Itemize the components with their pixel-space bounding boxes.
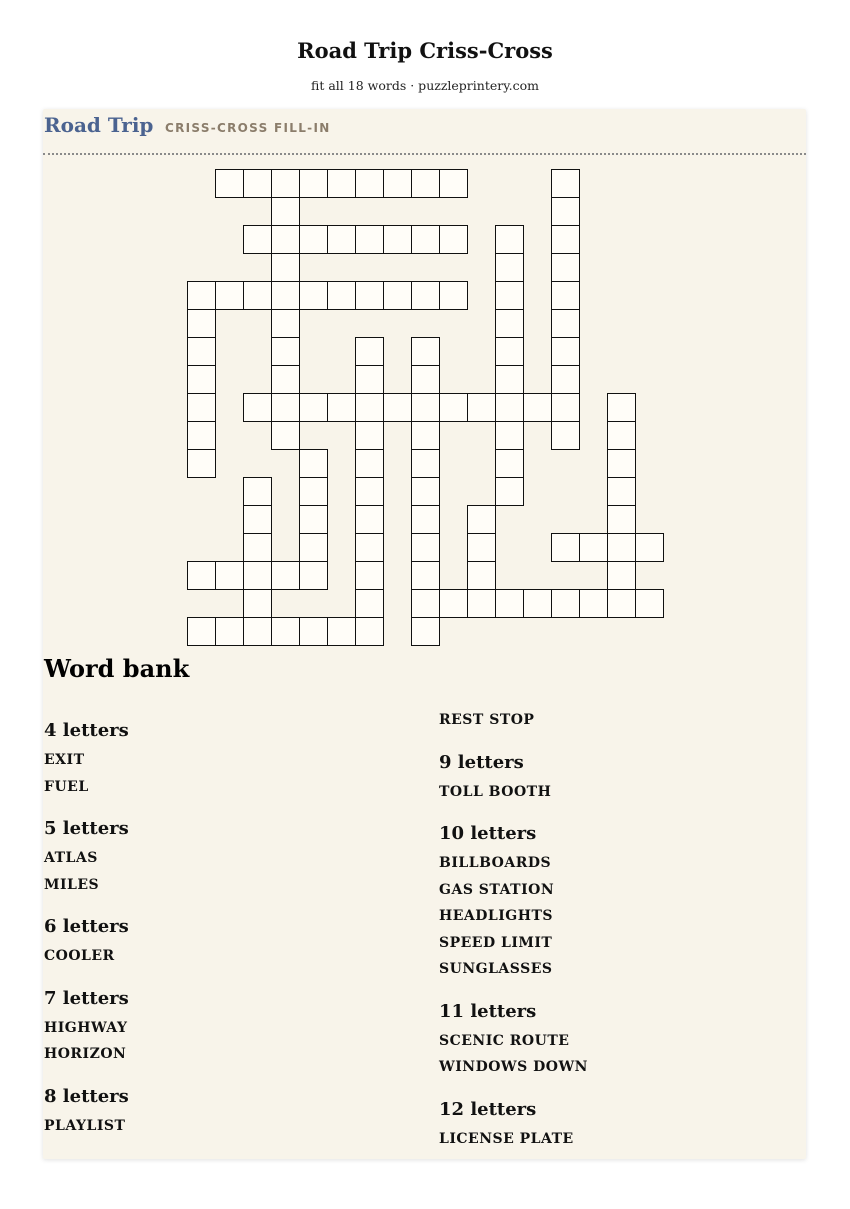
grid-cell[interactable] bbox=[383, 225, 412, 254]
crossword-grid bbox=[43, 109, 806, 654]
grid-cell[interactable] bbox=[243, 225, 272, 254]
grid-cell[interactable] bbox=[299, 505, 328, 534]
word-bank-entry: MILES bbox=[44, 876, 100, 893]
word-bank-entry: SCENIC ROUTE bbox=[439, 1032, 570, 1049]
puzzle-type-label: CRISS-CROSS FILL-IN bbox=[165, 121, 331, 135]
page-subtitle: fit all 18 words · puzzleprintery.com bbox=[311, 78, 539, 93]
grid-cell[interactable] bbox=[243, 561, 272, 590]
grid-cell[interactable] bbox=[271, 309, 300, 338]
letter-count-heading: 12 letters bbox=[439, 1098, 537, 1120]
grid-cell[interactable] bbox=[439, 393, 468, 422]
grid-cell[interactable] bbox=[551, 225, 580, 254]
grid-cell[interactable] bbox=[327, 617, 356, 646]
grid-cell[interactable] bbox=[243, 393, 272, 422]
grid-cell[interactable] bbox=[355, 533, 384, 562]
page-title: Road Trip Criss-Cross bbox=[297, 38, 553, 63]
word-bank-entry: HEADLIGHTS bbox=[439, 908, 554, 924]
letter-count-heading: 4 letters bbox=[44, 720, 129, 741]
grid-cell[interactable] bbox=[411, 169, 440, 198]
grid-cell[interactable] bbox=[551, 393, 580, 422]
grid-cell[interactable] bbox=[467, 393, 496, 422]
word-bank-entry: TOLL BOOTH bbox=[439, 783, 552, 800]
puzzle-brand: Road Trip bbox=[44, 113, 154, 137]
grid-cell[interactable] bbox=[411, 589, 440, 618]
grid-cell[interactable] bbox=[299, 225, 328, 254]
grid-cell[interactable] bbox=[271, 225, 300, 254]
grid-cell[interactable] bbox=[187, 421, 216, 450]
grid-cell[interactable] bbox=[635, 533, 664, 562]
grid-cell[interactable] bbox=[299, 169, 328, 198]
grid-cell[interactable] bbox=[439, 589, 468, 618]
grid-cell[interactable] bbox=[215, 281, 244, 310]
grid-cell[interactable] bbox=[299, 449, 328, 478]
grid-cell[interactable] bbox=[383, 281, 412, 310]
grid-cell[interactable] bbox=[411, 365, 440, 394]
grid-cell[interactable] bbox=[467, 533, 496, 562]
grid-cell[interactable] bbox=[271, 337, 300, 366]
letter-count-heading: 10 letters bbox=[439, 823, 537, 844]
grid-cell[interactable] bbox=[411, 393, 440, 422]
grid-cell[interactable] bbox=[187, 393, 216, 422]
word-bank-entry: HIGHWAY bbox=[44, 1019, 128, 1036]
grid-cell[interactable] bbox=[495, 309, 524, 338]
grid-cell[interactable] bbox=[551, 533, 580, 562]
word-bank-entry: HORIZON bbox=[44, 1046, 127, 1062]
word-bank-heading: Word bank bbox=[44, 654, 190, 683]
grid-cell[interactable] bbox=[495, 253, 524, 282]
grid-cell[interactable] bbox=[187, 309, 216, 338]
grid-cell[interactable] bbox=[411, 561, 440, 590]
grid-cell[interactable] bbox=[355, 617, 384, 646]
grid-cell[interactable] bbox=[607, 449, 636, 478]
grid-cell[interactable] bbox=[607, 589, 636, 618]
grid-cell[interactable] bbox=[411, 449, 440, 478]
grid-cell[interactable] bbox=[495, 281, 524, 310]
grid-cell[interactable] bbox=[635, 589, 664, 618]
grid-cell[interactable] bbox=[495, 393, 524, 422]
grid-cell[interactable] bbox=[355, 561, 384, 590]
grid-cell[interactable] bbox=[271, 169, 300, 198]
grid-cell[interactable] bbox=[579, 533, 608, 562]
word-bank-entry: REST STOP bbox=[439, 712, 535, 728]
grid-cell[interactable] bbox=[411, 505, 440, 534]
grid-cell[interactable] bbox=[607, 421, 636, 450]
grid-cell[interactable] bbox=[299, 393, 328, 422]
grid-cell[interactable] bbox=[355, 421, 384, 450]
letter-count-heading: 5 letters bbox=[44, 818, 129, 839]
grid-cell[interactable] bbox=[355, 337, 384, 366]
grid-cell[interactable] bbox=[243, 617, 272, 646]
grid-cell[interactable] bbox=[243, 533, 272, 562]
grid-cell[interactable] bbox=[467, 561, 496, 590]
grid-cell[interactable] bbox=[327, 393, 356, 422]
grid-cell[interactable] bbox=[271, 253, 300, 282]
grid-cell[interactable] bbox=[187, 561, 216, 590]
grid-cell[interactable] bbox=[383, 393, 412, 422]
grid-cell[interactable] bbox=[551, 197, 580, 226]
word-bank-entry: WINDOWS DOWN bbox=[439, 1059, 588, 1075]
grid-cell[interactable] bbox=[467, 505, 496, 534]
grid-cell[interactable] bbox=[439, 281, 468, 310]
grid-cell[interactable] bbox=[495, 365, 524, 394]
letter-count-heading: 7 letters bbox=[44, 987, 129, 1009]
grid-cell[interactable] bbox=[355, 477, 384, 506]
grid-cell[interactable] bbox=[215, 561, 244, 590]
grid-cell[interactable] bbox=[271, 617, 300, 646]
letter-count-heading: 8 letters bbox=[44, 1085, 129, 1107]
grid-cell[interactable] bbox=[551, 253, 580, 282]
grid-cell[interactable] bbox=[299, 281, 328, 310]
grid-cell[interactable] bbox=[551, 337, 580, 366]
grid-cell[interactable] bbox=[411, 337, 440, 366]
grid-cell[interactable] bbox=[187, 617, 216, 646]
grid-cell[interactable] bbox=[243, 505, 272, 534]
grid-cell[interactable] bbox=[187, 281, 216, 310]
grid-cell[interactable] bbox=[355, 449, 384, 478]
grid-cell[interactable] bbox=[495, 421, 524, 450]
grid-cell[interactable] bbox=[355, 169, 384, 198]
grid-cell[interactable] bbox=[607, 561, 636, 590]
grid-cell[interactable] bbox=[243, 281, 272, 310]
grid-cell[interactable] bbox=[495, 337, 524, 366]
grid-cell[interactable] bbox=[355, 365, 384, 394]
grid-cell[interactable] bbox=[327, 225, 356, 254]
grid-cell[interactable] bbox=[607, 533, 636, 562]
word-bank-entry: COOLER bbox=[44, 948, 115, 964]
grid-cell[interactable] bbox=[579, 589, 608, 618]
word-bank-entry: SUNGLASSES bbox=[439, 961, 553, 977]
grid-cell[interactable] bbox=[551, 169, 580, 198]
puzzle-panel bbox=[43, 109, 806, 1159]
letter-count-heading: 9 letters bbox=[439, 751, 524, 773]
word-bank-entry: GAS STATION bbox=[439, 881, 555, 898]
word-bank-entry: ATLAS bbox=[44, 850, 98, 866]
grid-cell[interactable] bbox=[551, 309, 580, 338]
grid-cell[interactable] bbox=[607, 477, 636, 506]
grid-cell[interactable] bbox=[355, 505, 384, 534]
grid-cell[interactable] bbox=[299, 561, 328, 590]
word-bank-entry: PLAYLIST bbox=[44, 1117, 126, 1134]
grid-cell[interactable] bbox=[495, 449, 524, 478]
grid-cell[interactable] bbox=[299, 533, 328, 562]
grid-cell[interactable] bbox=[355, 225, 384, 254]
grid-cell[interactable] bbox=[215, 617, 244, 646]
grid-cell[interactable] bbox=[411, 281, 440, 310]
grid-cell[interactable] bbox=[607, 505, 636, 534]
grid-cell[interactable] bbox=[187, 449, 216, 478]
grid-cell[interactable] bbox=[523, 393, 552, 422]
grid-cell[interactable] bbox=[243, 477, 272, 506]
grid-cell[interactable] bbox=[383, 169, 412, 198]
grid-cell[interactable] bbox=[243, 589, 272, 618]
grid-cell[interactable] bbox=[411, 533, 440, 562]
grid-cell[interactable] bbox=[243, 169, 272, 198]
grid-cell[interactable] bbox=[439, 225, 468, 254]
grid-cell[interactable] bbox=[187, 365, 216, 394]
grid-cell[interactable] bbox=[187, 337, 216, 366]
grid-cell[interactable] bbox=[299, 477, 328, 506]
grid-cell[interactable] bbox=[327, 169, 356, 198]
grid-cell[interactable] bbox=[411, 421, 440, 450]
grid-cell[interactable] bbox=[271, 197, 300, 226]
grid-cell[interactable] bbox=[271, 421, 300, 450]
grid-cell[interactable] bbox=[215, 169, 244, 198]
grid-cell[interactable] bbox=[271, 365, 300, 394]
grid-cell[interactable] bbox=[551, 365, 580, 394]
grid-cell[interactable] bbox=[411, 477, 440, 506]
word-bank-entry: BILLBOARDS bbox=[439, 855, 552, 871]
grid-cell[interactable] bbox=[495, 477, 524, 506]
grid-cell[interactable] bbox=[327, 281, 356, 310]
grid-cell[interactable] bbox=[495, 589, 524, 618]
letter-count-heading: 6 letters bbox=[44, 916, 129, 937]
grid-cell[interactable] bbox=[551, 281, 580, 310]
word-bank-entry: FUEL bbox=[44, 778, 89, 795]
grid-cell[interactable] bbox=[551, 589, 580, 618]
grid-cell[interactable] bbox=[355, 393, 384, 422]
grid-cell[interactable] bbox=[607, 393, 636, 422]
grid-cell[interactable] bbox=[271, 561, 300, 590]
grid-cell[interactable] bbox=[439, 169, 468, 198]
grid-cell[interactable] bbox=[495, 225, 524, 254]
word-bank-entry: EXIT bbox=[44, 752, 85, 768]
grid-cell[interactable] bbox=[523, 589, 552, 618]
grid-cell[interactable] bbox=[355, 281, 384, 310]
grid-cell[interactable] bbox=[355, 589, 384, 618]
grid-cell[interactable] bbox=[411, 225, 440, 254]
grid-cell[interactable] bbox=[467, 589, 496, 618]
word-bank-entry: LICENSE PLATE bbox=[439, 1130, 574, 1147]
grid-cell[interactable] bbox=[411, 617, 440, 646]
grid-cell[interactable] bbox=[551, 421, 580, 450]
grid-cell[interactable] bbox=[299, 617, 328, 646]
word-bank-entry: SPEED LIMIT bbox=[439, 934, 553, 951]
grid-cell[interactable] bbox=[271, 393, 300, 422]
grid-cell[interactable] bbox=[271, 281, 300, 310]
letter-count-heading: 11 letters bbox=[439, 1000, 537, 1022]
